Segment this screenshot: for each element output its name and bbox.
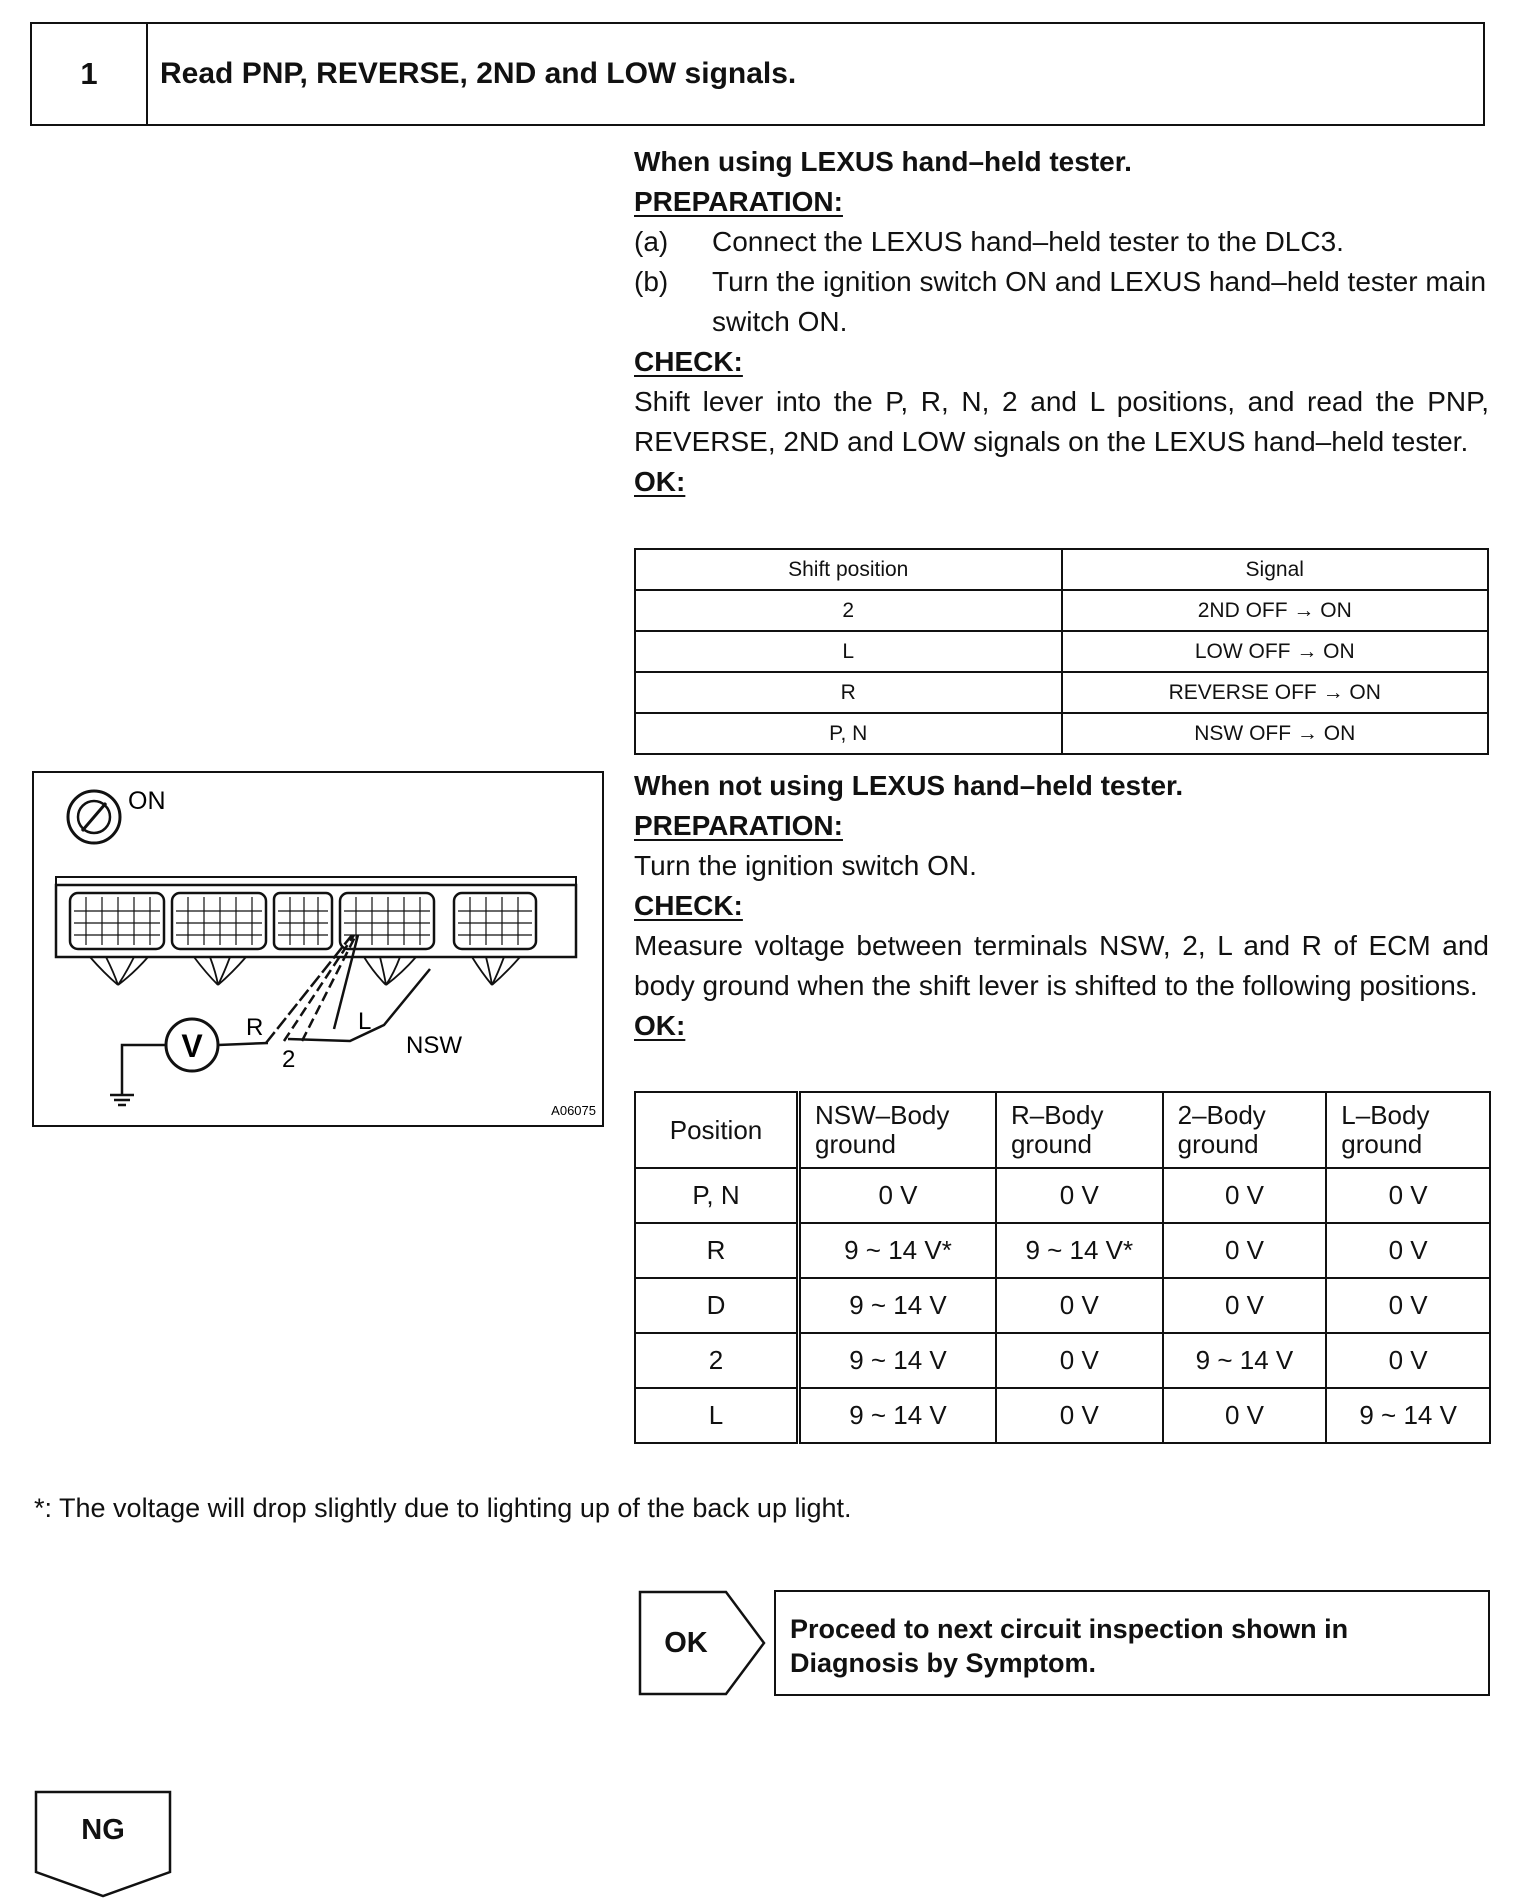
table-header-row (635, 1092, 1490, 1168)
ok-label: OK: (634, 466, 686, 497)
table-cell: 0 V (996, 1168, 1163, 1223)
check-label: CHECK: (634, 890, 743, 921)
table-cell: 9 ~ 14 V* (799, 1223, 996, 1278)
no-tester-section (634, 766, 1489, 1046)
tester-heading: When using LEXUS hand–held tester. (634, 146, 1132, 177)
tester-section (634, 142, 1489, 502)
prep-text: Turn the ignition switch ON. (634, 850, 977, 881)
table-cell: R (635, 1223, 799, 1278)
prep-item-text: Connect the LEXUS hand–held tester to the DLC3. (712, 226, 1344, 257)
wire-label-nsw: NSW (406, 1032, 462, 1059)
ok-result-box (774, 1590, 1490, 1696)
table-cell: 0 V (996, 1278, 1163, 1333)
table-row (635, 1168, 1490, 1223)
prep-item-text: Turn the ignition switch ON and LEXUS hand–held tester main switch ON. (712, 266, 1487, 337)
ok-label: OK: (634, 1010, 686, 1041)
table-row (635, 1278, 1490, 1333)
check-text: Measure voltage between terminals NSW, 2, L and R of ECM and body ground when the shift lever is shifted to the following positions. (634, 930, 1489, 1001)
table-cell: 9 ~ 14 V (799, 1278, 996, 1333)
table-cell: L (635, 1388, 799, 1443)
ground-icon (110, 1045, 166, 1105)
table-cell: P, N (635, 713, 1062, 754)
step-number: 1 (32, 24, 148, 124)
table-cell: 0 V (1163, 1168, 1327, 1223)
table-header-cell: Signal (1062, 549, 1489, 590)
table-cell: 0 V (799, 1168, 996, 1223)
prep-item (634, 262, 1489, 342)
table-cell: 2ND OFF → ON (1062, 590, 1489, 631)
prep-item (634, 222, 1489, 262)
table-cell: 2 (635, 1333, 799, 1388)
wire-label-l: L (358, 1008, 372, 1035)
ignition-label: ON (128, 787, 166, 815)
table-row (635, 1388, 1490, 1443)
table-cell: 9 ~ 14 V (1326, 1388, 1490, 1443)
prep-item-label: (a) (634, 226, 669, 257)
signal-table (634, 548, 1489, 755)
check-label: CHECK: (634, 346, 743, 377)
table-cell: 0 V (1163, 1388, 1327, 1443)
ignition-key-icon (68, 791, 120, 843)
step-title: Read PNP, REVERSE, 2ND and LOW signals. (160, 57, 797, 90)
table-header-cell: L–Body ground (1326, 1092, 1490, 1168)
ecm-illustration (32, 771, 604, 1127)
ng-tag-label: NG (81, 1813, 125, 1846)
ok-tag (638, 1590, 766, 1696)
table-header-row (635, 549, 1488, 590)
ng-tag (34, 1790, 174, 1900)
table-cell: 9 ~ 14 V (1163, 1333, 1327, 1388)
footnote: *: The voltage will drop slightly due to lighting up of the back up light. (34, 1493, 852, 1523)
step-header (30, 22, 1485, 126)
table-cell: REVERSE OFF → ON (1062, 672, 1489, 713)
ok-result-text: Proceed to next circuit inspection shown in Diagnosis by Symptom. (790, 1614, 1349, 1678)
prep-item-label: (b) (634, 266, 669, 297)
ecm-connector-icon (56, 877, 576, 985)
table-cell: LOW OFF → ON (1062, 631, 1489, 672)
ok-tag-label: OK (664, 1626, 708, 1659)
figure-code: A06075 (551, 1103, 596, 1118)
table-row (635, 590, 1488, 631)
table-cell: R (635, 672, 1062, 713)
table-header-cell: Position (635, 1092, 799, 1168)
table-header-cell: Shift position (635, 549, 1062, 590)
table-row (635, 631, 1488, 672)
wire-label-r: R (246, 1014, 264, 1041)
table-cell: P, N (635, 1168, 799, 1223)
voltage-table (634, 1091, 1491, 1444)
preparation-label: PREPARATION: (634, 810, 843, 841)
table-cell: 9 ~ 14 V (799, 1388, 996, 1443)
table-cell: 0 V (1163, 1278, 1327, 1333)
table-cell: 0 V (1326, 1223, 1490, 1278)
check-text: Shift lever into the P, R, N, 2 and L positions, and read the PNP, REVERSE, 2ND and LOW signals on the LEXUS hand–held tester. (634, 386, 1489, 457)
table-cell: 0 V (996, 1388, 1163, 1443)
table-cell: 2 (635, 590, 1062, 631)
table-row (635, 1333, 1490, 1388)
table-header-cell: 2–Body ground (1163, 1092, 1327, 1168)
table-header-cell: NSW–Body ground (799, 1092, 996, 1168)
no-tester-heading: When not using LEXUS hand–held tester. (634, 770, 1184, 801)
table-cell: D (635, 1278, 799, 1333)
table-row (635, 1223, 1490, 1278)
table-cell: 0 V (1326, 1278, 1490, 1333)
table-cell: 9 ~ 14 V* (996, 1223, 1163, 1278)
table-row (635, 672, 1488, 713)
table-cell: 0 V (1326, 1333, 1490, 1388)
preparation-label: PREPARATION: (634, 186, 843, 217)
table-header-cell: R–Body ground (996, 1092, 1163, 1168)
table-cell: 0 V (996, 1333, 1163, 1388)
voltmeter-label: V (181, 1028, 203, 1064)
wire-label-2: 2 (282, 1046, 296, 1073)
table-cell: 0 V (1163, 1223, 1327, 1278)
table-cell: NSW OFF → ON (1062, 713, 1489, 754)
table-cell: 9 ~ 14 V (799, 1333, 996, 1388)
table-cell: 0 V (1326, 1168, 1490, 1223)
table-cell: L (635, 631, 1062, 672)
table-row (635, 713, 1488, 754)
